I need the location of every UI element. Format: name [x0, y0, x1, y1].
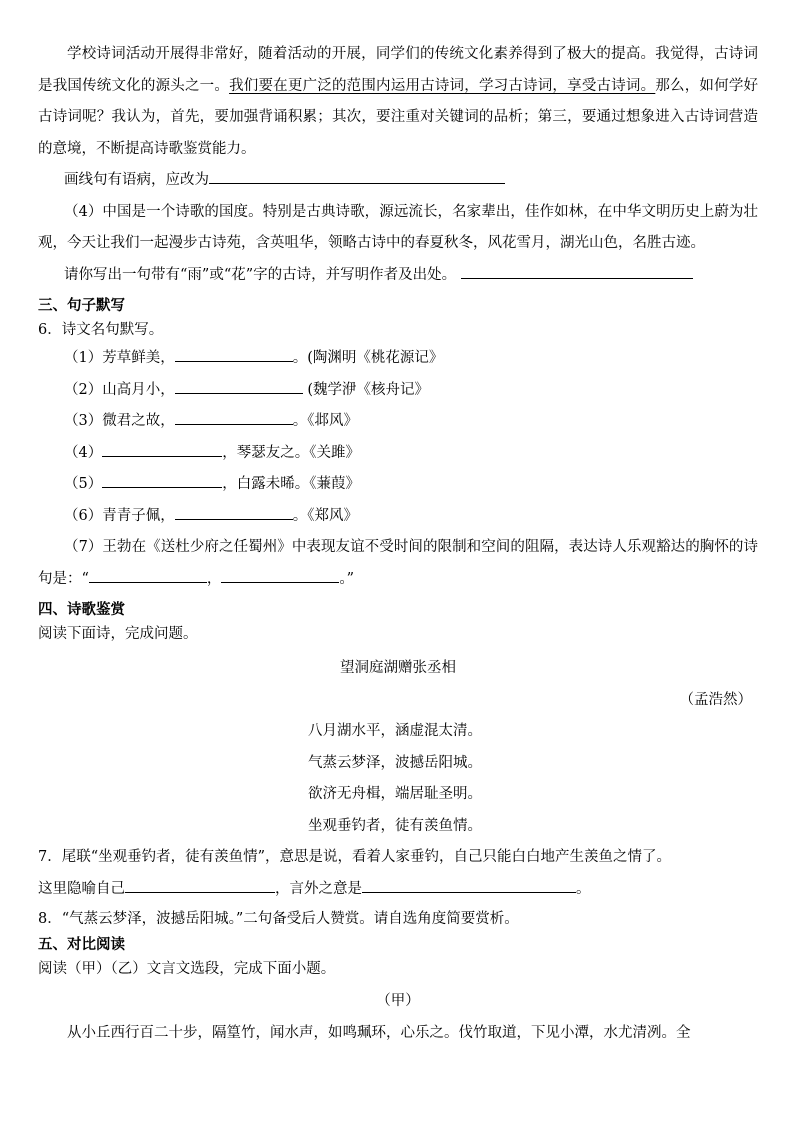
item-post: 。《郑风》 [292, 507, 358, 524]
poem-line: 八月湖水平，涵虚混太清。 [308, 723, 482, 739]
passage-label: （甲） [376, 993, 420, 1009]
intro-text-a: 学校诗词活动开展得非常好，随着活动的开展，同学们的传统文化素养得到了极大的提高。我觉得，古诗词是我国传统文化的源头之一。 [38, 46, 758, 94]
poem-author: （孟浩然） [679, 691, 752, 708]
poem-line: 气蒸云梦泽，波撼岳阳城。 [308, 754, 482, 771]
question-7: 7．尾联“坐观垂钓者，徒有羡鱼情”，意思是说，看着人家垂钓，自己只能白白地产生羡鱼之情了。 [38, 849, 672, 865]
poem-title: 望洞庭湖赠张丞相 [340, 660, 456, 676]
item-post: ，白露未晞。《蒹葭》 [222, 476, 360, 492]
answer-blank[interactable] [461, 262, 693, 279]
item-pre: （5） [64, 476, 103, 492]
item-pre: （1）芳草鲜美， [64, 350, 175, 366]
question-8: 8．“气蒸云梦泽，波撼岳阳城。”二句备受后人赞赏。请自选角度简要赏析。 [38, 911, 519, 927]
recitation-item-7 [38, 532, 758, 595]
answer-blank[interactable] [175, 377, 303, 394]
item-pre: （4） [64, 444, 103, 461]
section-4-instruction: 阅读下面诗，完成问题。 [38, 626, 198, 642]
section-5-instruction: 阅读（甲）（乙）文言文选段，完成下面小题。 [38, 961, 336, 977]
question-7-blanks [38, 874, 758, 906]
item7-end: 。” [339, 570, 355, 587]
item-pre: （3）微君之故， [64, 413, 175, 429]
poem-request-prompt [38, 260, 758, 292]
item-post: (魏学洢《核舟记》 [307, 381, 429, 398]
item-pre: （6）青青子佩， [64, 507, 175, 524]
q7-text: 这里隐喻自己 [38, 880, 125, 897]
poem-request-text: 请你写出一句带有“雨”或“花”字的古诗，并写明作者及出处。 [64, 266, 457, 283]
section-3-heading: 三、句子默写 [38, 298, 125, 314]
correction-prompt-text: 画线句有语病，应改为 [64, 172, 209, 188]
answer-blank[interactable] [209, 167, 505, 184]
answer-blank[interactable] [89, 566, 207, 583]
answer-blank[interactable] [125, 876, 275, 893]
q7-text: 。 [576, 880, 591, 897]
section-5-heading: 五、对比阅读 [38, 937, 125, 953]
correction-prompt [38, 165, 758, 197]
item7-comma: ， [206, 570, 222, 587]
item-post: ，琴瑟友之。《关雎》 [222, 444, 360, 461]
recitation-item-1 [38, 343, 758, 375]
answer-blank[interactable] [175, 408, 293, 425]
recitation-item-5 [38, 469, 758, 501]
answer-blank[interactable] [102, 440, 222, 457]
intro-paragraph-3: （4）中国是一个诗歌的国度。特别是古典诗歌，源远流长，名家辈出，佳作如林，在中华文明历史上蔚为壮观，今天让我们一起漫步古诗苑，含英咀华，领略古诗中的春夏秋冬，风花雪月，湖光山色，名胜古迹。 [38, 203, 758, 251]
answer-blank[interactable] [221, 566, 339, 583]
section-4-heading: 四、诗歌鉴赏 [38, 602, 125, 618]
recitation-item-3 [38, 406, 758, 438]
answer-blank[interactable] [175, 345, 293, 362]
answer-blank[interactable] [175, 503, 293, 520]
poem-line: 欲济无舟楫，端居耻圣明。 [308, 786, 482, 802]
item-post: 。《邶风》 [292, 413, 358, 429]
recitation-item-2 [38, 375, 758, 407]
underlined-sentence: 我们要在更广泛的范围内运用古诗词，学习古诗词，享受古诗词。 [229, 77, 656, 94]
item-post: 。(陶渊明《桃花源记》 [292, 350, 444, 366]
answer-blank[interactable] [102, 471, 222, 488]
recitation-item-4 [38, 438, 758, 470]
q7-text: ，言外之意是 [275, 880, 362, 897]
question-6: 6．诗文名句默写。 [38, 322, 164, 338]
poem-line: 坐观垂钓者，徒有羡鱼情。 [308, 817, 482, 834]
intro-text-b: 那么，如何学好古诗词呢？我认为，首先，要加强背诵积累；其次，要注重对关键词的品析；第三，要通过想象进入古诗词营造的意境，不断提高诗歌鉴赏能力。 [38, 77, 759, 157]
intro-paragraph-1 [38, 39, 758, 165]
answer-blank[interactable] [362, 876, 576, 893]
recitation-item-6 [38, 501, 758, 533]
item-pre: （2）山高月小， [64, 381, 175, 398]
passage-text: 从小丘西行百二十步，隔篁竹，闻水声，如鸣珮环，心乐之。伐竹取道，下见小潭，水尤清冽。全 [67, 1024, 691, 1041]
item7-text: （7）王勃在《送杜少府之任蜀州》中表现友谊不受时间的限制和空间的阻隔，表达诗人乐观豁达的胸怀的诗句是：“ [38, 539, 758, 587]
